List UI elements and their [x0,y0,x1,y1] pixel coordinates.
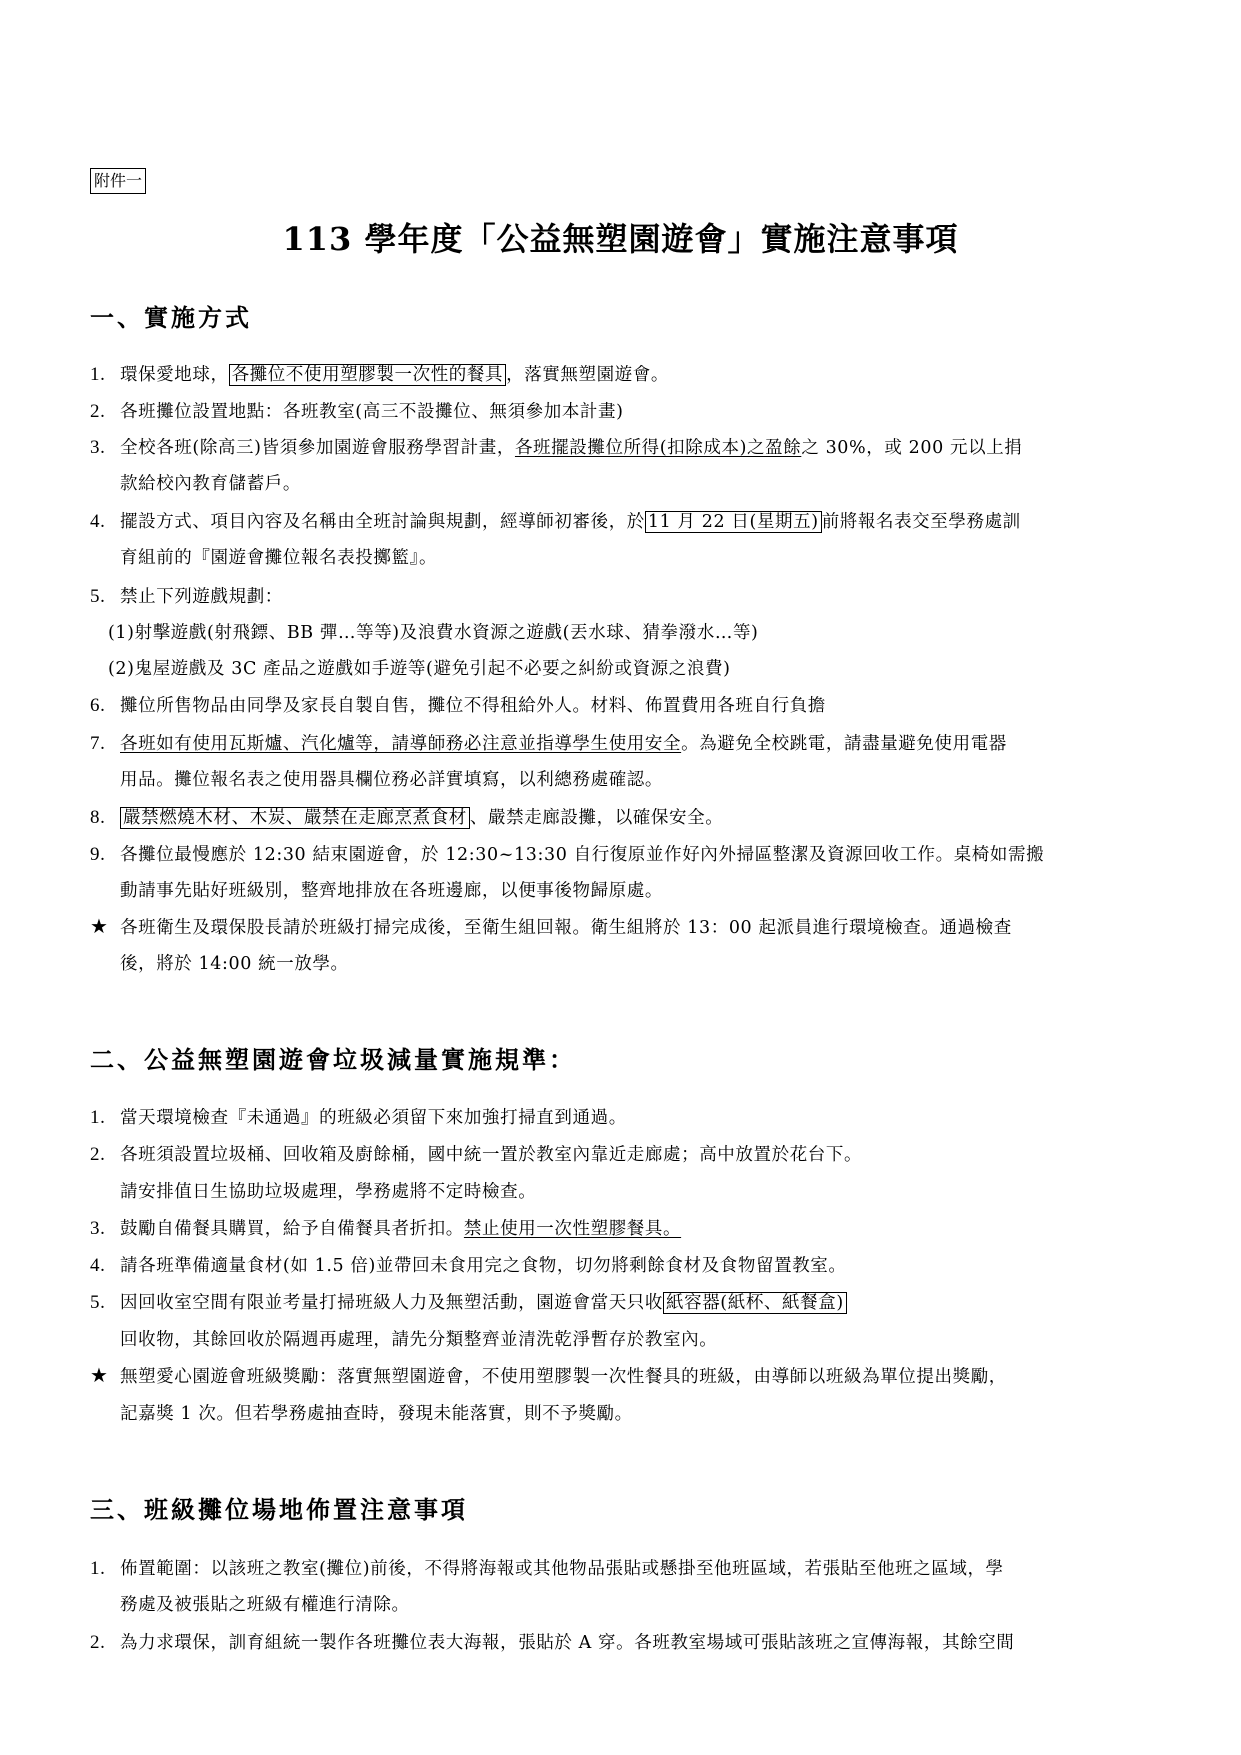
item-number: 8. [90,807,106,828]
document-title: 113 學年度「公益無塑園遊會」實施注意事項 [282,220,959,258]
item-number: 4. [90,1255,106,1276]
s1-star-note [90,914,1012,939]
s1-item-4-cont: 育組前的『園遊會攤位報名表投擲籃』。 [120,548,438,568]
underlined-text: 各班如有使用瓦斯爐、汽化爐等，請導師務必注意並指導學生使用安全 [120,734,682,754]
item-text: ，落實無塑園遊會。 [506,365,670,385]
item-number: 3. [90,437,106,458]
s1-star-note-cont: 後，將於 14:00 統一放學。 [120,954,349,974]
underlined-text: 各班擺設攤位所得(扣除成本)之盈餘 [514,438,802,458]
s2-star-note [90,1363,1007,1388]
s2-item-3 [90,1215,681,1240]
item-number: 6. [90,695,106,716]
star-icon: ★ [90,914,109,938]
s1-item-1 [90,361,669,386]
s2-item-2 [90,1141,862,1166]
item-number: 3. [90,1218,106,1239]
s1-item-7-cont: 用品。攤位報名表之使用器具欄位務必詳實填寫，以利總務處確認。 [120,770,663,790]
item-number: 1. [90,1558,106,1579]
item-text: 請各班準備適量食材(如 1.5 倍)並帶回未食用完之食物，切勿將剩餘食材及食物留置教室。 [120,1256,847,1276]
item-text: 之 30%，或 200 元以上捐 [801,438,1023,458]
section-2-heading: 二、公益無塑園遊會垃圾減量實施規準： [90,1045,576,1074]
s2-item-4 [90,1252,847,1277]
s1-item-9-cont: 動請事先貼好班級別，整齊地排放在各班邊廊，以便事後物歸原處。 [120,881,663,901]
item-text: 、嚴禁走廊設攤，以確保安全。 [469,808,724,828]
s1-item-9 [90,841,1044,866]
s1-item-3 [90,434,1022,459]
s2-item-5 [90,1289,847,1314]
item-text: 擺設方式、項目內容及名稱由全班討論與規劃，經導師初審後，於 [120,512,645,532]
item-text: 當天環境檢查『未通過』的班級必須留下來加強打掃直到通過。 [120,1108,627,1128]
item-text: 環保愛地球， [120,365,229,385]
s1-item-5-sub-2: (2)鬼屋遊戲及 3C 產品之遊戲如手遊等(避免引起不必要之糾紛或資源之浪費) [108,659,731,679]
s1-item-2 [90,398,624,423]
boxed-text: 紙容器(紙杯、紙餐盒) [663,1292,847,1314]
item-text: 全校各班(除高三)皆須參加園遊會服務學習計畫， [120,438,515,458]
item-number: 1. [90,1107,106,1128]
item-number: 1. [90,364,106,385]
item-text: 各班攤位設置地點：各班教室(高三不設攤位、無須參加本計畫) [120,402,624,422]
item-text: 因回收室空間有限並考量打掃班級人力及無塑活動，園遊會當天只收 [120,1293,663,1313]
item-number: 2. [90,401,106,422]
item-text: 佈置範圍：以該班之教室(攤位)前後，不得將海報或其他物品張貼或懸掛至他班區域，若張貼至他班之區域，學 [120,1559,1004,1579]
underlined-text: 禁止使用一次性塑膠餐具。 [463,1219,682,1239]
section-3-heading: 三、班級攤位場地佈置注意事項 [90,1495,468,1524]
s3-item-1 [90,1555,1004,1580]
s2-item-1 [90,1104,627,1129]
s3-item-2 [90,1629,1014,1654]
attachment-label: 附件一 [90,168,146,194]
boxed-text: 嚴禁燃燒木材、木炭、嚴禁在走廊烹煮食材 [120,807,470,829]
s3-item-1-cont: 務處及被張貼之班級有權進行清除。 [120,1595,410,1615]
boxed-text: 11 月 22 日(星期五) [645,511,822,533]
item-text: 鼓勵自備餐具購買，給予自備餐具者折扣。 [120,1219,464,1239]
item-text: 攤位所售物品由同學及家長自製自售，攤位不得租給外人。材料、佈置費用各班自行負擔 [120,696,826,716]
s1-item-4 [90,508,1021,533]
s1-item-3-cont: 款給校內教育儲蓄戶。 [120,474,301,494]
item-number: 5. [90,1292,106,1313]
item-text: 各班須設置垃圾桶、回收箱及廚餘桶，國中統一置於教室內靠近走廊處；高中放置於花台下。 [120,1145,863,1165]
item-number: 2. [90,1632,106,1653]
item-text: 為力求環保，訓育組統一製作各班攤位表大海報，張貼於 A 穿。各班教室場域可張貼該班之宣傳海報，其餘空間 [120,1633,1015,1653]
s2-star-note-cont: 記嘉獎 1 次。但若學務處抽查時，發現未能落實，則不予獎勵。 [120,1404,633,1424]
item-number: 4. [90,511,106,532]
s1-item-6 [90,692,826,717]
item-text: 前將報名表交至學務處訓 [821,512,1021,532]
item-number: 2. [90,1144,106,1165]
star-icon: ★ [90,1363,109,1387]
s1-item-5-sub-1: (1)射擊遊戲(射飛鏢、BB 彈…等等)及浪費水資源之遊戲(丟水球、猜拳潑水…等) [108,623,759,643]
item-number: 5. [90,586,106,607]
item-text: 各攤位最慢應於 12:30 結束園遊會，於 12:30~13:30 自行復原並作好內外掃區整潔及資源回收工作。桌椅如需搬 [120,845,1045,865]
s2-item-5-cont: 回收物，其餘回收於隔週再處理，請先分類整齊並清洗乾淨暫存於教室內。 [120,1330,718,1350]
s1-item-7 [90,730,1007,755]
s1-item-8 [90,804,723,829]
s1-item-5 [90,583,283,608]
item-number: 7. [90,733,106,754]
item-number: 9. [90,844,106,865]
s2-item-2-cont: 請安排值日生協助垃圾處理，學務處將不定時檢查。 [120,1182,537,1202]
item-text: 各班衛生及環保股長請於班級打掃完成後，至衛生組回報。衛生組將於 13：00 起派員進行環境檢查。通過檢查 [120,918,1012,938]
boxed-text: 各攤位不使用塑膠製一次性的餐具 [229,364,507,386]
item-text: 禁止下列遊戲規劃： [120,587,283,607]
section-1-heading: 一、實施方式 [90,303,252,332]
item-text: 無塑愛心園遊會班級獎勵：落實無塑園遊會，不使用塑膠製一次性餐具的班級，由導師以班級為單位提出獎勵， [120,1367,1007,1387]
item-text: 。為避免全校跳電，請盡量避免使用電器 [681,734,1007,754]
